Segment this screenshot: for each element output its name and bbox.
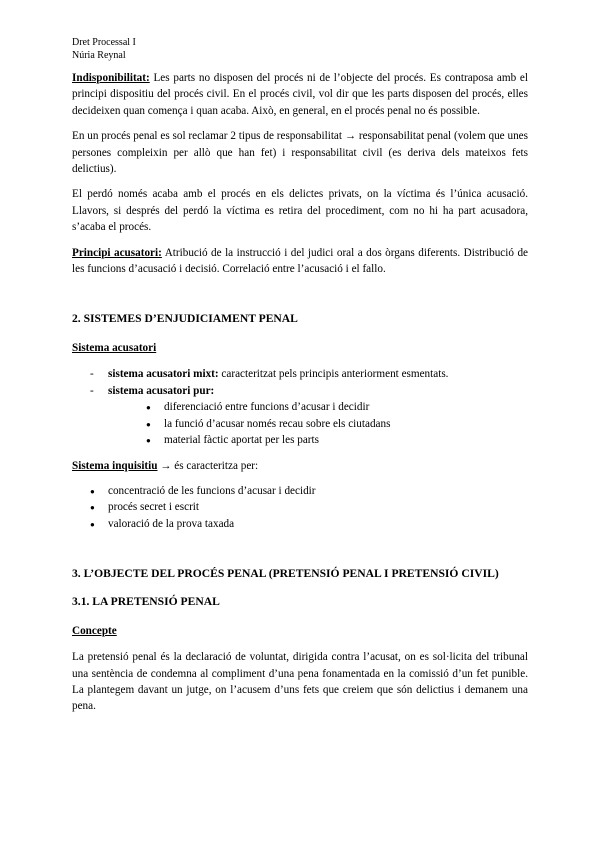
sistema-inquisitiu-line [72, 458, 528, 474]
section-2-title: 2. SISTEMES D’ENJUDICIAMENT PENAL [72, 312, 298, 326]
paragraph-indisponibilitat [72, 70, 528, 119]
list-item: ● material fàctic aportat per les parts [146, 432, 528, 448]
author-name: Núria Reynal [72, 50, 126, 61]
sistema-acusatori-title [72, 340, 528, 356]
paragraph-perdo: El perdó només acaba amb el procés en els delictes privats, on la víctima és l’única acusació. Llavors, si després del perdó la víctima es retira del procediment, com no hi ha part acusadora, s’acaba el procés. [72, 188, 528, 234]
list-item [90, 383, 528, 449]
section-3-title: 3. L’OBJECTE DEL PROCÉS PENAL (PRETENSIÓ PENAL I PRETENSIÓ CIVIL) [72, 566, 499, 580]
paragraph-concepte: La pretensió penal és la declaració de voluntat, dirigida contra l’acusat, on es sol·licita del tribunal una sentència de condemna al compliment d’una pena fonamentada en la comissió d’un fet punible. La plantegem davant un jutge, on l’acusem d’uns fets que creiem que són delictius i demanem una pena. [72, 651, 528, 713]
paragraph-text: Les parts no disposen del procés ni de l’objecte del procés. Es contraposa amb el principi dispositiu del procés civil. En el procés civil, vol dir que les parts disposen del procés, elles decideixen quan comença i quan acaba. Això, en general, en el procés penal no és possible. [72, 72, 528, 117]
list-item: ● valoració de la prova taxada [90, 516, 528, 532]
term-principi-acusatori: Principi acusatori: [72, 246, 162, 259]
paragraph-text: Atribució de la instrucció i del judici oral a dos òrgans diferents. Distribució de les funcions d’acusació i decisió. Correlació entre l’acusació i el fallo. [72, 246, 528, 276]
list-item: ● la funció d’acusar només recau sobre els ciutadans [146, 416, 528, 432]
paragraph-principi-acusatori [72, 245, 528, 278]
pur-sublist [146, 399, 528, 448]
page-header [72, 36, 136, 62]
list-item: ● procés secret i escrit [90, 499, 528, 515]
list-term: sistema acusatori mixt: [108, 368, 219, 381]
section-3-1-title: 3.1. LA PRETENSIÓ PENAL [72, 595, 220, 609]
list-item [90, 366, 528, 382]
list-term: sistema acusatori pur: [108, 384, 215, 397]
paragraph-responsabilitat: En un procés penal es sol reclamar 2 tipus de responsabilitat → responsabilitat penal (volem que unes persones compleixin per allò que han fet) i responsabilitat civil (es deriva dels mateixos fets delictius). [72, 130, 528, 176]
term-indisponibilitat: Indisponibilitat: [72, 72, 150, 84]
document-body [72, 70, 528, 715]
subsection-label: Concepte [72, 624, 117, 637]
inquisitiu-list [90, 483, 528, 532]
list-text: caracteritzat pels principis anteriorment esmentats. [218, 368, 449, 381]
course-name: Dret Processal I [72, 37, 136, 48]
list-item: ● concentració de les funcions d’acusar i decidir [90, 483, 528, 499]
list-item: ● diferenciació entre funcions d’acusar i decidir [146, 399, 528, 415]
acusatori-list [90, 366, 528, 448]
inquisitiu-text: → és caracteritza per: [157, 460, 259, 473]
subsection-label: Sistema acusatori [72, 341, 157, 354]
sistema-inquisitiu-title: Sistema inquisitiu [72, 460, 158, 473]
concepte-title [72, 623, 528, 639]
